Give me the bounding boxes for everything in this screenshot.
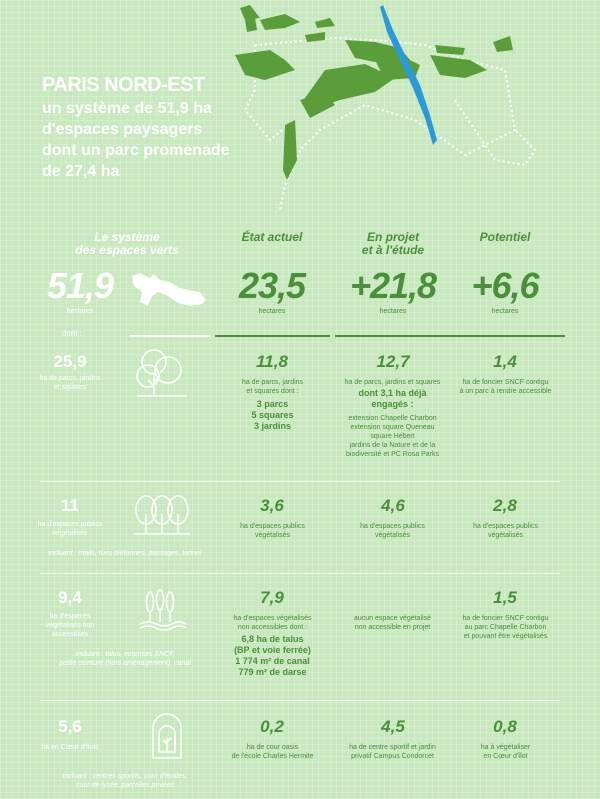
column-header-potential: Potentiel	[479, 230, 531, 244]
row4-project-value: 4,5	[381, 717, 405, 736]
row1-current-desc: ha de parcs, jardins et squares dont :	[241, 379, 304, 395]
row4-system-note: incluant : centres sportifs, cour d'écoles, cour de lycée, parcelles privées	[62, 773, 188, 789]
row3-current-value: 7,9	[260, 588, 284, 607]
subtitle-line-1: un système de 51,9 ha	[42, 100, 212, 117]
courtyard-tree-icon	[150, 712, 184, 760]
total-current-unit: hectares	[258, 308, 286, 315]
row4-potential-desc: ha à végétaliser en Cœur d'îlot	[480, 744, 531, 760]
row2-potential-desc: ha d'espaces publics végétalisés	[473, 523, 538, 539]
rule-system	[130, 335, 210, 337]
row4-system-value: 5,6	[58, 717, 82, 736]
subtitle-line-3: dont un parc promenade	[42, 142, 230, 159]
row1-potential-value: 1,4	[493, 352, 517, 371]
subtitle-line-4: de 27,4 ha	[42, 163, 120, 180]
rule-potential	[450, 335, 565, 337]
row1-system-desc: ha de parcs, jardins et squares	[39, 375, 101, 391]
total-project-value: +21,8	[349, 265, 437, 306]
row2-current-value: 3,6	[260, 496, 284, 515]
row2-current-desc: ha d'espaces publics végétalisés	[240, 523, 305, 539]
row3-current-list: 6,8 ha de talus (BP et voie ferrée) 1 774 m² de canal 779 m² de darse	[234, 634, 311, 677]
row1-current-list: 3 parcs 5 squares 3 jardins	[251, 399, 294, 431]
row3-project-desc: aucun espace végétalisé non accessible en projet	[353, 615, 432, 631]
row4-current-value: 0,2	[260, 717, 284, 736]
row1-project-value: 12,7	[376, 352, 410, 371]
column-header-system: Le système des espaces verts	[75, 230, 179, 257]
row1-potential-desc: ha de foncier SNCF contigu à un parc à rendre accessible	[459, 379, 552, 395]
row3-potential-desc: ha de foncier SNCF contigu au parc Chapelle Charbon et pouvant être végétalisés	[462, 615, 549, 640]
row3-system-desc: ha d'espaces végétalisés non accessibles	[45, 613, 95, 638]
row2-system-note: incluant : mails, rues piétonnes, passages, tunnel	[48, 550, 202, 557]
row-separator-1	[40, 481, 560, 482]
column-header-current: État actuel	[241, 230, 303, 244]
row2-potential-value: 2,8	[493, 496, 517, 515]
row4-potential-value: 0,8	[493, 717, 517, 736]
map-silhouette-icon	[130, 270, 208, 308]
total-system-value: 51,9	[46, 265, 114, 306]
row1-project-list: extension Chapelle Charbon extension square Queneau square Hébert jardins de la Nature et de la biodiversité et PC Rosa Parks	[346, 415, 439, 458]
column-header-project: En projet et à l'étude	[361, 230, 425, 257]
total-system-unit: hectares	[66, 308, 94, 315]
row-separator-3	[40, 700, 560, 701]
row2-system-value: 11	[61, 496, 79, 515]
rule-current	[215, 335, 330, 337]
street-trees-icon	[132, 494, 192, 538]
row3-system-value: 9,4	[58, 588, 82, 607]
site-map	[225, 0, 585, 205]
total-project-unit: hectares	[379, 308, 407, 315]
row1-project-engaged: dont 3,1 ha déjà engagés :	[358, 388, 427, 409]
row2-project-value: 4,6	[381, 496, 405, 515]
page-title: PARIS NORD-EST	[42, 74, 205, 96]
row4-current-desc: ha de cour oasis de l'école Charles Hermite	[231, 744, 314, 760]
rule-project	[335, 335, 450, 337]
row4-system-desc: ha en Cœur d'îlots	[41, 744, 99, 751]
subtitle-line-2: d'espaces paysagers	[42, 121, 203, 138]
row1-current-value: 11,8	[256, 352, 288, 371]
row3-current-desc: ha d'espaces végétalisés non accessibles dont :	[233, 615, 312, 631]
row1-project-desc: ha de parcs, jardins et squares	[344, 379, 441, 386]
trees-icon	[132, 348, 192, 400]
total-current-value: 23,5	[238, 265, 306, 306]
total-system-extra: dont :	[62, 329, 83, 338]
total-potential-unit: hectares	[491, 308, 519, 315]
row4-project-desc: ha de centre sportif et jardin privatif Campus Condorcet	[349, 744, 436, 760]
row1-system-value: 25,9	[53, 352, 87, 371]
row-separator-2	[40, 573, 560, 574]
row2-system-desc: ha d'espaces publics végétalisés	[37, 521, 103, 537]
row3-system-note: incluant : talus, emprises SNCF, petite ceinture (hors aménagement), canal	[59, 651, 191, 667]
row2-project-desc: ha d'espaces publics végétalisés	[360, 523, 425, 539]
total-potential-value: +6,6	[471, 265, 539, 306]
row3-potential-value: 1,5	[493, 588, 517, 607]
reeds-icon	[138, 588, 188, 630]
